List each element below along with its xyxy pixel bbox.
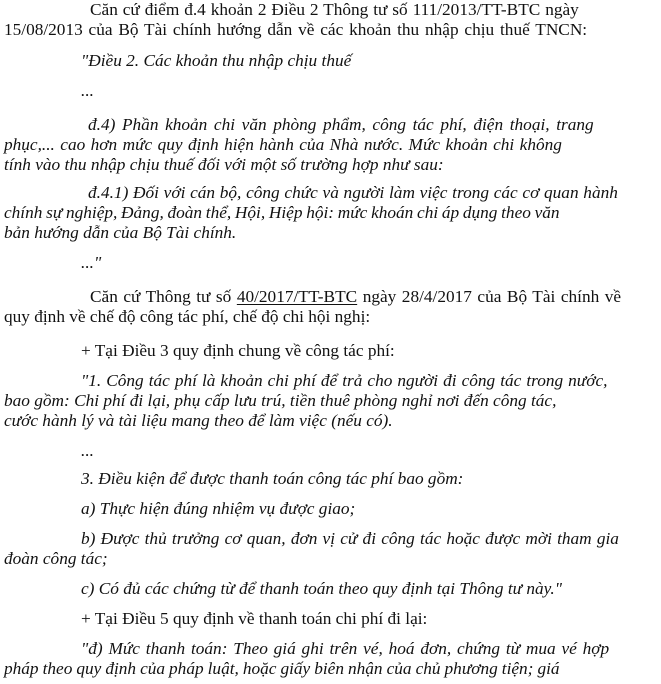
quote-end: ..." [81,253,102,272]
circular-40-link[interactable]: 40/2017/TT-BTC [236,287,358,306]
quote-d41-line-3: bản hướng dẫn của Bộ Tài chính. [4,223,237,242]
paragraph-circular-40-text-a: Căn cứ Thông tư số [90,287,237,306]
paragraph-circular-40-line-2: quy định về chế độ công tác phí, chế độ chi hội nghị: [4,307,371,326]
quote-article-3-ellipsis: ... [81,441,94,460]
paragraph-circular-40-line-1 [90,287,621,307]
paragraph-circular-40-text-b: ngày 28/4/2017 của Bộ Tài chính về [357,287,622,306]
quote-article-5-line-2: pháp theo quy định của pháp luật, hoặc giấy biên nhận của chủ phương tiện; giá [4,659,560,678]
quote-ellipsis: ... [81,81,94,100]
quote-condition-a: a) Thực hiện đúng nhiệm vụ được giao; [81,499,356,518]
quote-article-3-line-3: cước hành lý và tài liệu mang theo để làm việc (nếu có). [4,411,393,430]
article-5-heading: + Tại Điều 5 quy định về thanh toán chi phí đi lại: [81,609,428,628]
quote-d41-line-1: đ.4.1) Đối với cán bộ, công chức và người làm việc trong các cơ quan hành [88,183,618,202]
quote-condition-b-line-2: đoàn công tác; [4,549,108,568]
paragraph-legal-basis-line-2: 15/08/2013 của Bộ Tài chính hướng dẫn về các khoản thu nhập chịu thuế TNCN: [4,20,588,39]
quote-d4-line-3: tính vào thu nhập chịu thuế đối với một số trường hợp như sau: [4,155,444,174]
quote-article-2-heading: "Điều 2. Các khoản thu nhập chịu thuế [81,51,352,70]
quote-article-5-line-1: "đ) Mức thanh toán: Theo giá ghi trên vé, hoá đơn, chứng từ mua vé hợp [81,639,610,658]
paragraph-legal-basis-line-1: Căn cứ điểm đ.4 khoản 2 Điều 2 Thông tư số 111/2013/TT-BTC ngày [90,0,579,19]
quote-condition-3: 3. Điều kiện để được thanh toán công tác phí bao gồm: [81,469,464,488]
quote-condition-c: c) Có đủ các chứng từ để thanh toán theo quy định tại Thông tư này." [81,579,562,598]
quote-article-3-line-1: "1. Công tác phí là khoản chi phí để trả cho người đi công tác trong nước, [81,371,608,390]
quote-d4-line-1: đ.4) Phần khoản chi văn phòng phẩm, công tác phí, điện thoại, trang [88,115,594,134]
quote-condition-b-line-1: b) Được thủ trưởng cơ quan, đơn vị cử đi công tác hoặc được mời tham gia [81,529,619,548]
quote-article-3-line-2: bao gồm: Chi phí đi lại, phụ cấp lưu trú, tiền thuê phòng nghỉ nơi đến công tác, [4,391,557,410]
quote-d4-line-2: phục,... cao hơn mức quy định hiện hành của Nhà nước. Mức khoản chi không [4,135,562,154]
quote-d41-line-2: chính sự nghiệp, Đảng, đoàn thể, Hội, Hiệp hội: mức khoán chi áp dụng theo văn [4,203,560,222]
article-3-heading: + Tại Điều 3 quy định chung về công tác phí: [81,341,395,360]
